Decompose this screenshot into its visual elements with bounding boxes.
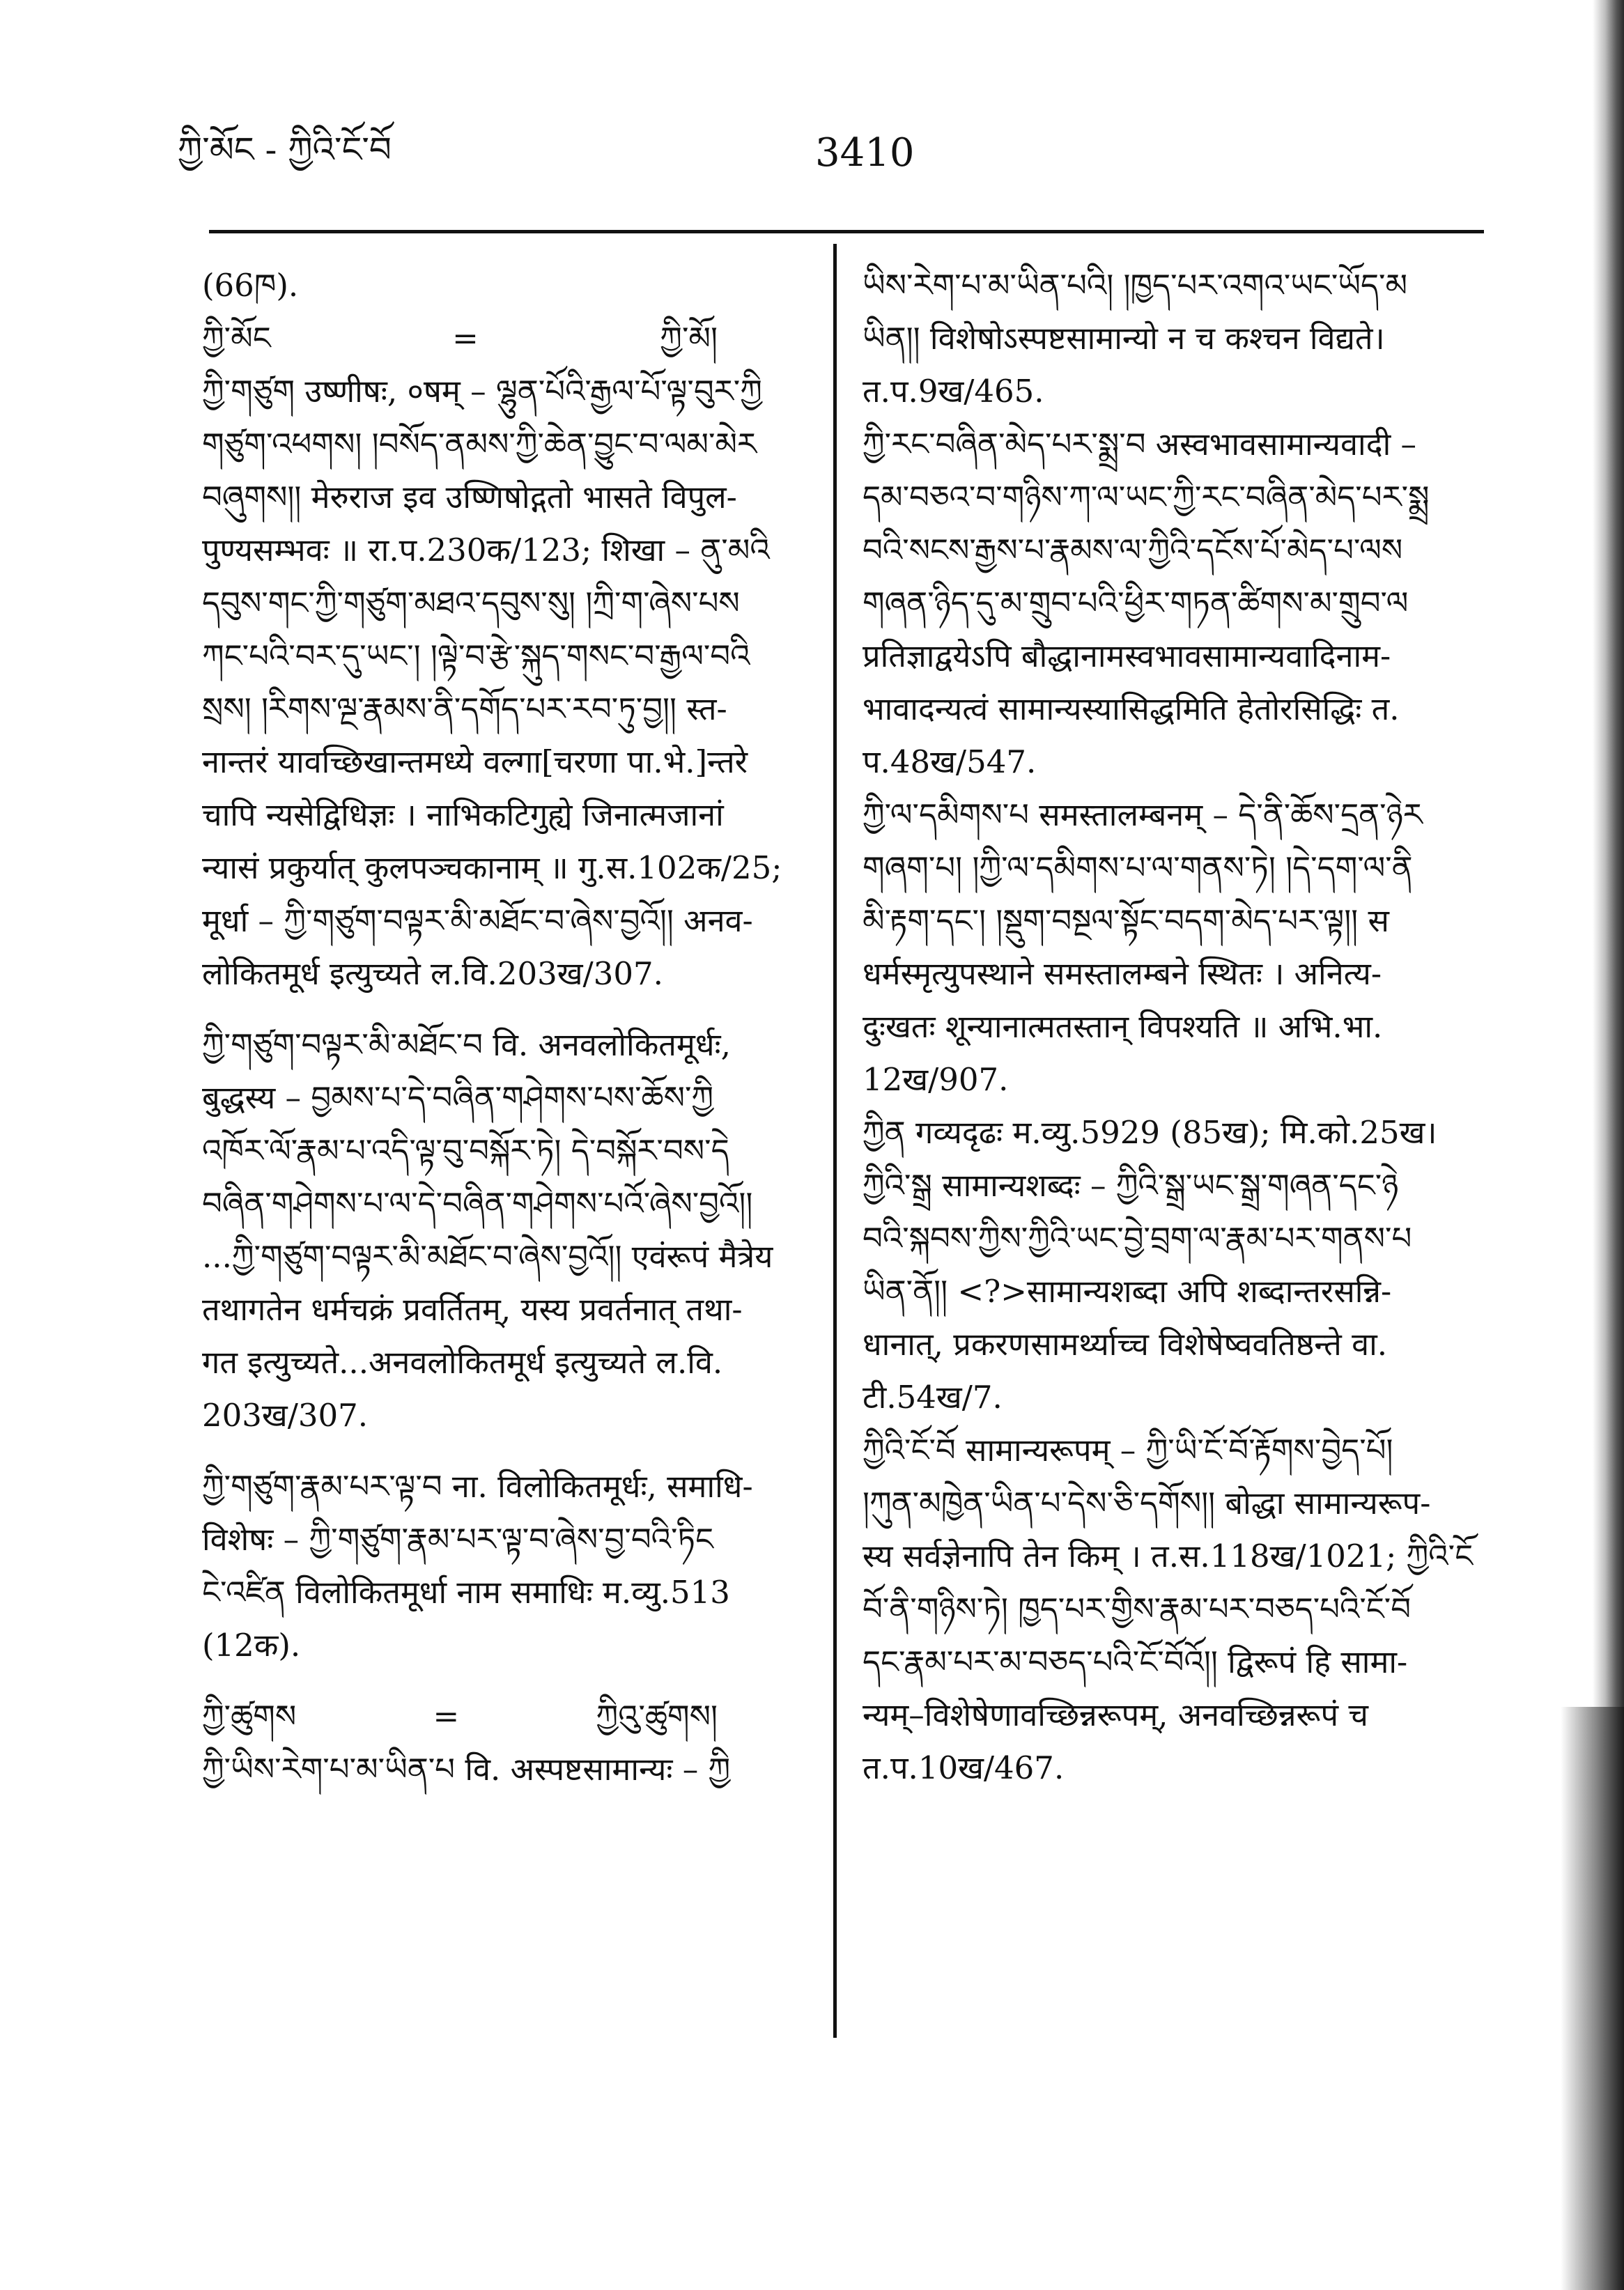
cross-reference-target: ཀྱི་མོ།	[660, 320, 718, 357]
dictionary-line-wrapper	[863, 1000, 1510, 1053]
dictionary-line-wrapper	[863, 312, 1510, 365]
dictionary-line: स्य सर्वज्ञेनापि तेन किम् । त.स.118ख/1021; ཀྱིའི་ངོ	[863, 1538, 1474, 1575]
dictionary-line: ཀྱི་ལ་དམིགས་པ समस्तालम्बनम् – དེ་ནི་ཆོས་དྲན་ཉེར	[863, 796, 1423, 833]
dictionary-line-wrapper	[202, 1743, 815, 1796]
dictionary-line-wrapper	[863, 1636, 1510, 1689]
dictionary-line-wrapper	[863, 365, 1510, 418]
dictionary-line: मूर्धा – ཀྱི་གཙུག་བལྟར་མི་མཐོང་བ་ཞེས་བྱའོ།། अनव-	[202, 902, 753, 939]
dictionary-line-wrapper	[202, 1283, 815, 1336]
dictionary-line-wrapper	[863, 1583, 1510, 1636]
dictionary-line-wrapper	[863, 1265, 1510, 1318]
dictionary-line-wrapper	[863, 471, 1510, 524]
dictionary-line-wrapper	[202, 683, 815, 736]
cross-reference-line	[202, 312, 815, 365]
dictionary-line: གཞན་ཉིད་དུ་མ་གྲུབ་པའི་ཕྱིར་གཏན་ཚིགས་མ་གྲུབ་ལ	[863, 585, 1409, 621]
cross-reference-line	[202, 1690, 815, 1743]
dictionary-line: ཡིས་རེག་པ་མ་ཡིན་པའི། །ཁྱད་པར་འགའ་ཡང་ཡོད་མ	[863, 267, 1408, 304]
dictionary-line-wrapper	[202, 1019, 815, 1071]
dictionary-line: ཀྱི་གཙུག उष्णीषः, ०षम् – ལྷུན་པོའི་རྒྱལ་པོ་ལྟ་བུར་ཀྱི	[202, 373, 762, 410]
entry-gap	[202, 1000, 815, 1019]
dictionary-line: टी.54ख/7.	[863, 1379, 1003, 1416]
dictionary-line-wrapper	[202, 895, 815, 947]
dictionary-line: तथागतेन धर्मचक्रं प्रवर्तितम्, यस्य प्रवर्तनात् तथा-	[202, 1291, 743, 1328]
dictionary-line-wrapper	[202, 1619, 815, 1672]
cross-reference-term: ཀྱི་ཚུགས	[202, 1698, 297, 1735]
dictionary-line: སྲས། །རིགས་ལྔ་རྣམས་ནི་དགོད་པར་རབ་ཏུ་བྱ།། स्त-	[202, 690, 727, 727]
dictionary-line: ཡིན་ནོ།། <?>सामान्यशब्दा अपि शब्दान्तरसन्नि-	[863, 1273, 1392, 1310]
dictionary-line: विशेषः – ཀྱི་གཙུག་རྣམ་པར་ལྟ་བ་ཞེས་བྱ་བའི་ཏིང	[202, 1521, 713, 1558]
dictionary-line: 12ख/907.	[863, 1061, 1009, 1098]
dictionary-line: ཀྱི་རང་བཞིན་མེད་པར་སྨྲ་བ अस्वभावसामान्यवादी –	[863, 426, 1417, 463]
dictionary-line: प.48ख/547.	[863, 743, 1037, 780]
dictionary-line-wrapper	[202, 789, 815, 842]
dictionary-line: ངེ་འཛིན विलोकितमूर्धा नाम समाधिः म.व्यु.513	[202, 1574, 730, 1611]
dictionary-line-wrapper	[202, 630, 815, 683]
dictionary-line: धर्मस्मृत्युपस्थाने समस्तालम्बने स्थितः । अनित्य-	[863, 955, 1382, 992]
dictionary-line: चापि न्यसेद्विधिज्ञः । नाभिकटिगुह्ये जिनात्मजानां	[202, 796, 724, 833]
dictionary-line: भावादन्यत्वं सामान्यस्यासिद्धमिति हेतोरसिद्धिः त.	[863, 690, 1400, 727]
dictionary-line: དམ་བཅའ་བ་གཉིས་ཀ་ལ་ཡང་ཀྱི་རང་བཞིན་མེད་པར་སྨྲ	[863, 479, 1430, 516]
dictionary-line-wrapper	[863, 736, 1510, 789]
dictionary-line-wrapper	[202, 577, 815, 630]
dictionary-line: །ཀུན་མཁྱེན་ཡིན་པ་དེས་ཅི་དགོས།། बोद्धा सामान्यरूप-	[863, 1485, 1431, 1522]
dictionary-line-wrapper	[863, 1159, 1510, 1212]
dictionary-line-wrapper	[202, 418, 815, 471]
header-rule	[209, 230, 1484, 233]
dictionary-line-wrapper	[863, 1424, 1510, 1477]
dictionary-line-wrapper	[202, 1513, 815, 1566]
dictionary-line: नान्तरं यावच्छिखान्तमध्ये वल्गा[चरणा पा.भे.]न्तरे	[202, 743, 748, 780]
dictionary-line-wrapper	[202, 259, 815, 312]
dictionary-line-wrapper	[863, 1689, 1510, 1742]
dictionary-line-wrapper	[863, 577, 1510, 630]
running-head: ཀྱི་མོང - ཀྱིའི་ངོ་བོ	[178, 130, 392, 170]
dictionary-line: བའི་སངས་རྒྱས་པ་རྣམས་ལ་ཀྱིའི་དངོས་པོ་མེད་པ་ལས	[863, 532, 1403, 568]
dictionary-line: གཞག་པ། །ཀྱི་ལ་དམིགས་པ་ལ་གནས་ཏེ། །དེ་དག་ལ་ནི	[863, 849, 1413, 886]
dictionary-line: त.प.9ख/465.	[863, 373, 1044, 410]
dictionary-line-wrapper	[863, 683, 1510, 736]
equals-sign: =	[433, 1698, 460, 1735]
cross-reference-term: ཀྱི་མོང	[202, 320, 271, 357]
dictionary-line-wrapper	[863, 1530, 1510, 1583]
dictionary-line: ཡིན།། विशेषोऽस्पष्टसामान्यो न च कश्चन विद्यते।	[863, 320, 1385, 357]
dictionary-line-wrapper	[863, 1742, 1510, 1795]
column-divider	[833, 244, 837, 2038]
dictionary-line: ...ཀྱི་གཙུག་བལྟར་མི་མཐོང་བ་ཞེས་བྱའོ།། एवंरूपं मैत्रेय	[202, 1238, 773, 1275]
dictionary-line: (66ཁ).	[202, 267, 299, 304]
dictionary-line: न्यम्–विशेषेणावच्छिन्नरूपम्, अनवच्छिन्नरूपं च	[863, 1696, 1368, 1733]
cross-reference-target: ཀྱིའུ་ཚུགས།	[596, 1698, 718, 1735]
dictionary-line-wrapper	[863, 1318, 1510, 1371]
entry-gap	[202, 1442, 815, 1460]
dictionary-line-wrapper	[863, 259, 1510, 312]
dictionary-line-wrapper	[202, 1389, 815, 1442]
dictionary-line: བཞུགས།། मेरुराज इव उष्णिषोद्गतो भासते विपुल-	[202, 479, 737, 516]
dictionary-line-wrapper	[202, 736, 815, 789]
dictionary-line: धानात्, प्रकरणसामर्थ्याच्च विशेषेष्ववतिष्ठन्ते वा.	[863, 1326, 1388, 1363]
dictionary-line: དང་རྣམ་པར་མ་བཅད་པའི་ངོ་བོའོ།། द्विरूपं हि सामा-	[863, 1643, 1408, 1680]
dictionary-line-wrapper	[202, 1177, 815, 1230]
dictionary-line-wrapper	[202, 1124, 815, 1177]
dictionary-line-wrapper	[202, 365, 815, 418]
dictionary-line-wrapper	[202, 1566, 815, 1619]
dictionary-line-wrapper	[863, 842, 1510, 895]
left-column	[202, 259, 815, 1796]
scan-edge-shadow-bottom	[1561, 1707, 1624, 2290]
dictionary-line-wrapper	[863, 418, 1510, 471]
dictionary-line-wrapper	[863, 895, 1510, 947]
equals-sign: =	[452, 320, 479, 357]
dictionary-line: ཀྱི་གཙུག་རྣམ་པར་ལྟ་བ ना. विलोकितमूर्धः, समाधि-	[202, 1468, 753, 1505]
dictionary-line: བོ་ནི་གཉིས་ཏེ། ཁྱད་པར་གྱིས་རྣམ་པར་བཅད་པའི་ངོ་བོ	[863, 1591, 1412, 1627]
right-column	[863, 259, 1510, 1795]
dictionary-line: ཀྱིན गव्यदृढः म.व्यु.5929 (85ख); मि.को.25ख।	[863, 1114, 1437, 1151]
page-number: 3410	[815, 130, 915, 176]
dictionary-line: ཀྱི་ཡིས་རེག་པ་མ་ཡིན་པ वि. अस्पष्टसामान्यः – ཀྱི	[202, 1751, 731, 1788]
dictionary-line: 203ख/307.	[202, 1397, 369, 1434]
dictionary-line: བའི་སྐབས་ཀྱིས་ཀྱིའི་ཡང་བྱེ་བྲག་ལ་རྣམ་པར་གནས་པ	[863, 1220, 1412, 1257]
dictionary-line: न्यासं प्रकुर्यात् कुलपञ्चकानाम् ॥ गु.स.102क/25;	[202, 849, 782, 886]
dictionary-line-wrapper	[863, 630, 1510, 683]
dictionary-line: पुण्यसम्भवः ॥ रा.प.230क/123; शिखा – ནུ་མའི	[202, 532, 770, 568]
entry-gap	[202, 1672, 815, 1690]
dictionary-line: མི་རྟག་དང་། །སྡུག་བསྔལ་སྟོང་བདག་མེད་པར་ལྟ།། स	[863, 902, 1389, 939]
dictionary-line-wrapper	[202, 1230, 815, 1283]
dictionary-line: त.प.10ख/467.	[863, 1749, 1065, 1786]
dictionary-line-wrapper	[863, 947, 1510, 1000]
dictionary-line: प्रतिज्ञाद्वयेऽपि बौद्धानामस्वभावसामान्यवादिनाम-	[863, 637, 1391, 674]
dictionary-line: བཞིན་གཤེགས་པ་ལ་དེ་བཞིན་གཤེགས་པའོ་ཞེས་བྱའོ།།	[202, 1185, 753, 1222]
dictionary-line-wrapper	[202, 471, 815, 524]
dictionary-line: ཀྱིའི་སྒྲ सामान्यशब्दः – ཀྱིའི་སྒྲ་ཡང་སྒྲ་གཞན་དང་ཉེ	[863, 1167, 1399, 1204]
dictionary-line-wrapper	[202, 1460, 815, 1513]
dictionary-line: गत इत्युच्यते...अनवलोकितमूर्ध इत्युच्यते ल.वि.	[202, 1344, 723, 1381]
dictionary-line-wrapper	[863, 1212, 1510, 1265]
dictionary-line-wrapper	[202, 842, 815, 895]
dictionary-line: (12क).	[202, 1627, 301, 1664]
dictionary-line: དབུས་གང་ཀྱི་གཙུག་མཐའ་དབུས་སུ། །ཀྲི་ག་ཞེས་པས	[202, 585, 740, 621]
dictionary-line: ཀྱིའི་ངོ་བོ सामान्यरूपम् – ཀྱི་ཡི་ངོ་བོ་རྟོགས་བྱེད་པོ།	[863, 1432, 1393, 1469]
dictionary-line: འཁོར་ལོ་རྣམ་པ་འདི་ལྟ་བུ་བསྐོར་ཏེ། དེ་བསྐོར་བས་དེ	[202, 1132, 729, 1169]
dictionary-line: གཙུག་འཕགས། །བསོད་ནམས་ཀྱི་ཆེན་བྱུང་བ་ལམ་མེར	[202, 426, 757, 463]
dictionary-line: दुःखतः शून्यानात्मतस्तान् विपश्यति ॥ अभि.भा.	[863, 1008, 1383, 1045]
dictionary-line-wrapper	[202, 1071, 815, 1124]
dictionary-line: बुद्धस्य – བྱམས་པ་དེ་བཞིན་གཤེགས་པས་ཆོས་ཀྱི	[202, 1079, 714, 1116]
dictionary-line-wrapper	[863, 524, 1510, 577]
dictionary-line: ཀྱི་གཙུག་བལྟར་མི་མཐོང་བ वि. अनवलोकितमूर्धः,	[202, 1026, 731, 1063]
dictionary-line-wrapper	[863, 1477, 1510, 1530]
dictionary-line-wrapper	[863, 1053, 1510, 1106]
dictionary-line-wrapper	[202, 947, 815, 1000]
dictionary-line-wrapper	[202, 1336, 815, 1389]
dictionary-line: ཀང་པའི་བར་དུ་ཡང་། །ལྟེ་བ་རྩེ་སྐུད་གསང་བ་རྒྱལ་བའི	[202, 637, 750, 674]
dictionary-line-wrapper	[202, 524, 815, 577]
dictionary-line-wrapper	[863, 1371, 1510, 1424]
dictionary-line-wrapper	[863, 1106, 1510, 1159]
dictionary-line-wrapper	[863, 789, 1510, 842]
dictionary-line: लोकितमूर्ध इत्युच्यते ल.वि.203ख/307.	[202, 955, 663, 992]
